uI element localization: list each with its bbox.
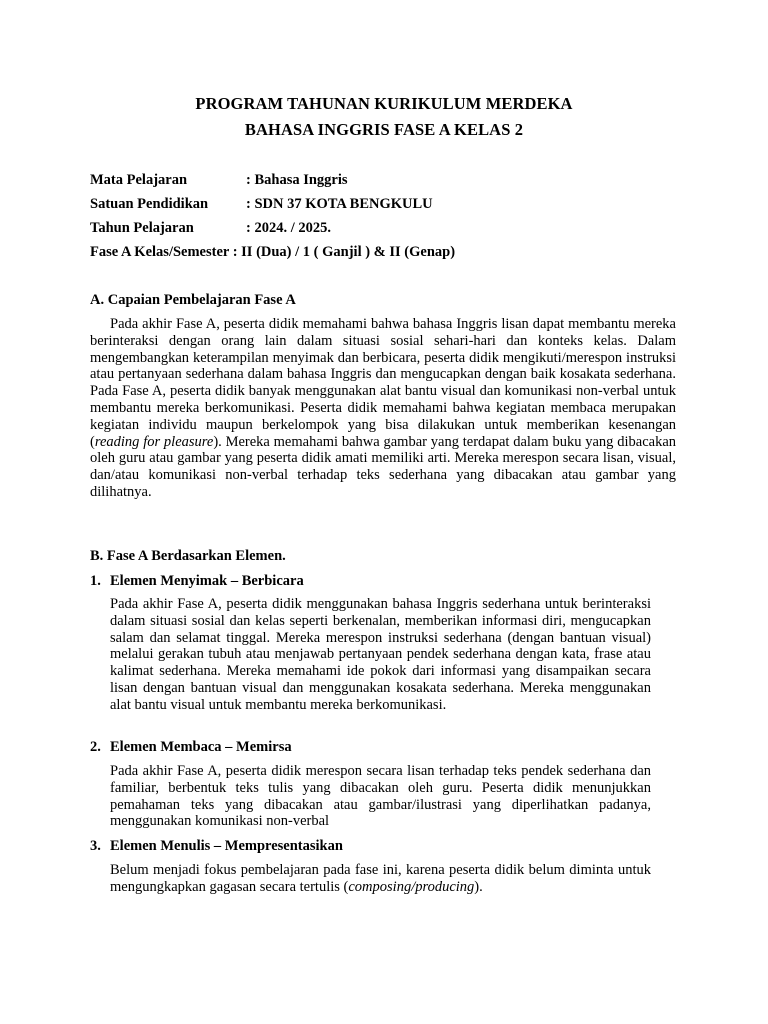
element-1-paragraph: Pada akhir Fase A, peserta didik menggunakan bahasa Inggris sederhana untuk berinteraksi dalam situasi sosial dan kelas seperti berkenalan, memberikan informasi diri, mengucapkan salam dan selamat tinggal. Mereka merespon instruksi sederhana (dengan bantuan visual) melalui gerakan tubuh atau menjawab pertanyaan pendek sederhana dengan kata, frase atau kalimat sederhana. Mereka memahami ide pokok dari informasi yang disampaikan secara lisan dengan bantuan visual dan menggunakan kosakata sederhana. Mereka menggunakan alat bantu visual untuk membantu mereka berkomunikasi.	[110, 596, 651, 713]
element-title: Elemen Menulis – Mempresentasikan	[110, 838, 343, 854]
info-label: Tahun Pelajaran	[90, 220, 194, 236]
section-a-text-part-1: Pada akhir Fase A, peserta didik memahami bahwa bahasa Inggris lisan dapat membantu mereka berinteraksi dengan orang lain dalam situasi sosial sehari-hari dan konteks kelas. Dalam mengembangkan keterampilan menyimak dan berbicara, peserta didik mengikuti/merespon instruksi atau pertanyaan sederhana dalam bahasa Inggris dan mengucapkan dengan baik kosakata sederhana. Pada Fase A, peserta didik banyak menggunakan alat bantu visual dan komunikasi non-verbal untuk membantu mereka berkomunikasi. Peserta didik memahami bahwa kegiatan membaca merupakan kegiatan individu maupun berkelompok yang bisa dilakukan untuk memberikan kesenangan (	[90, 316, 676, 450]
info-label: Mata Pelajaran	[90, 172, 188, 188]
element-2-heading	[90, 737, 292, 757]
section-a-paragraph	[90, 316, 676, 501]
element-number: 3.	[90, 838, 101, 854]
element-3-heading	[90, 836, 343, 856]
element-3-italic-term: composing/producing	[348, 878, 475, 895]
document-title-line-2: BAHASA INGGRIS FASE A KELAS 2	[244, 120, 524, 139]
document-title-line-1: PROGRAM TAHUNAN KURIKULUM MERDEKA	[195, 94, 573, 113]
section-a-text-part-2: ). Mereka memahami bahwa gambar yang terdapat dalam buku yang dibacakan oleh guru atau gambar yang peserta didik amati memiliki arti. Mereka merespon secara lisan, visual, dan/atau komunikasi non-verbal terhadap teks sederhana yang dibacakan atau gambar yang dilihatnya.	[90, 433, 676, 500]
info-value: : SDN 37 KOTA BENGKULU	[246, 196, 433, 212]
element-number: 2.	[90, 739, 101, 755]
element-number: 1.	[90, 573, 101, 589]
element-title: Elemen Menyimak – Berbicara	[110, 573, 304, 589]
info-value: : II (Dua) / 1 ( Ganjil ) & II (Genap)	[229, 244, 456, 260]
section-a-italic-term: reading for pleasure	[94, 433, 214, 450]
element-title: Elemen Membaca – Memirsa	[110, 739, 292, 755]
element-2-paragraph: Pada akhir Fase A, peserta didik merespon secara lisan terhadap teks pendek sederhana dan familiar, berbentuk teks tulis yang dibacakan oleh guru. Peserta didik menunjukkan pemahaman teks yang dibacakan atau gambar/ilustrasi yang diperlihatkan padanya, menggunakan komunikasi non-verbal	[110, 763, 651, 830]
info-value: : 2024. / 2025.	[246, 220, 331, 236]
info-row-fase-kelas-semester	[90, 242, 690, 262]
section-b-heading: B. Fase A Berdasarkan Elemen.	[90, 548, 286, 564]
info-label: Satuan Pendidikan	[90, 196, 209, 212]
section-a-heading: A. Capaian Pembelajaran Fase A	[90, 292, 296, 308]
info-value: : Bahasa Inggris	[246, 172, 348, 188]
info-label: Fase A Kelas/Semester	[90, 244, 230, 260]
element-3-text-part-1: Belum menjadi fokus pembelajaran pada fase ini, karena peserta didik belum diminta untuk mengungkapkan gagasan secara tertulis (	[110, 862, 651, 895]
element-3-text-part-2: ).	[474, 878, 483, 895]
element-1-heading	[90, 571, 304, 591]
element-3-paragraph	[110, 862, 651, 896]
